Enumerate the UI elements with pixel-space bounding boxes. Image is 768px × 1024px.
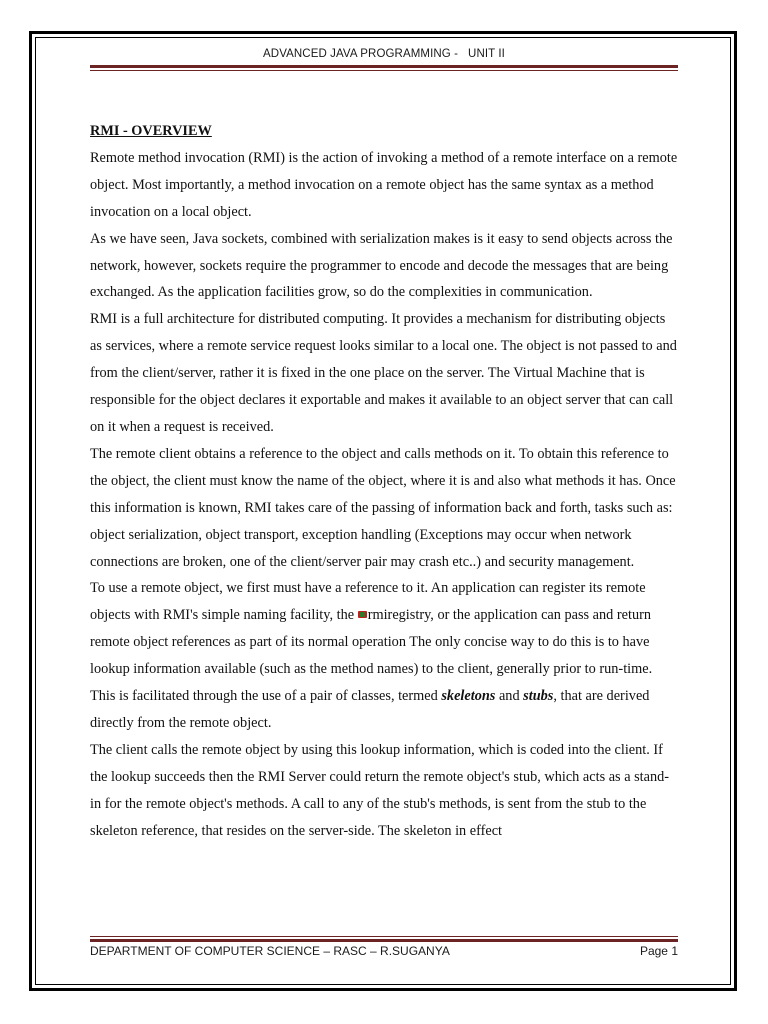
paragraph: The remote client obtains a reference to the object and calls methods on it. To obtain this reference to the object, the client must know the name of the object, where it is and also what methods it has. Once this information is known, RMI takes care of the passing of information back and forth, tasks such as: object serialization, object transport, exception handling (Exceptions may occur when network connections are broken, one of the client/server pair may crash etc..) and security management. bbox=[90, 445, 676, 570]
paragraph: As we have seen, Java sockets, combined with serialization makes is it easy to send objects across the network, however, sockets require the programmer to encode and decode the messages that are being exchanged. As the application facilities grow, so do the complexities in communication. bbox=[90, 230, 673, 301]
page-footer bbox=[90, 944, 678, 962]
header-unit: UNIT II bbox=[468, 48, 505, 60]
embedded-object-icon bbox=[358, 611, 367, 618]
paragraph: The client calls the remote object by using this lookup information, which is coded into the client. If the lookup succeeds then the RMI Server could return the remote object's stub, which acts as a stand-in for the remote object's methods. A call to any of the stub's methods, is sent from the stub to the skeleton reference, that resides on the server-side. The skeleton in effect bbox=[90, 741, 670, 839]
document-body bbox=[90, 118, 680, 844]
footer-rule-thick bbox=[90, 939, 678, 942]
paragraph-text: , that are derived directly from the remote object. bbox=[90, 688, 650, 731]
footer-rule-thin bbox=[90, 936, 678, 937]
header-rule-thin bbox=[90, 70, 678, 71]
page-header bbox=[90, 48, 678, 60]
paragraph: RMI is a full architecture for distributed computing. It provides a mechanism for distributing objects as services, where a remote service request looks similar to a local one. The object is not passed to and from the client/server, rather it is fixed in the one place on the server. The Virtual Machine that is responsible for the object declares it exportable and makes it available to an object server that can call on it when a request is received. bbox=[90, 311, 677, 435]
paragraph: Remote method invocation (RMI) is the action of invoking a method of a remote interface on a remote object. Most importantly, a method invocation on a remote object has the same syntax as a method invocation on a local object. bbox=[90, 149, 678, 220]
paragraph-text: and bbox=[495, 688, 524, 705]
paragraph bbox=[90, 575, 680, 736]
footer-department: DEPARTMENT OF COMPUTER SCIENCE – RASC – R.SUGANYA bbox=[90, 944, 450, 958]
paragraph-text: rmiregistry, or the application can pass and return remote object references as part of its normal operation The only concise way to do this is to have lookup information available (such as the method names) to the client, generally prior to run-time. This is facilitated through the use of a pair of classes, termed bbox=[90, 607, 653, 705]
term-skeletons: skeletons bbox=[441, 688, 496, 705]
section-title: RMI - OVERVIEW bbox=[90, 123, 212, 139]
header-title: ADVANCED JAVA PROGRAMMING - bbox=[263, 48, 459, 60]
page-number: Page 1 bbox=[639, 944, 678, 958]
header-rule-thick bbox=[90, 65, 678, 68]
paragraph-text: To use a remote object, we first must have a reference to it. An application can register its remote objects with RMI's simple naming facility, the bbox=[90, 580, 646, 624]
term-stubs: stubs bbox=[523, 688, 554, 705]
